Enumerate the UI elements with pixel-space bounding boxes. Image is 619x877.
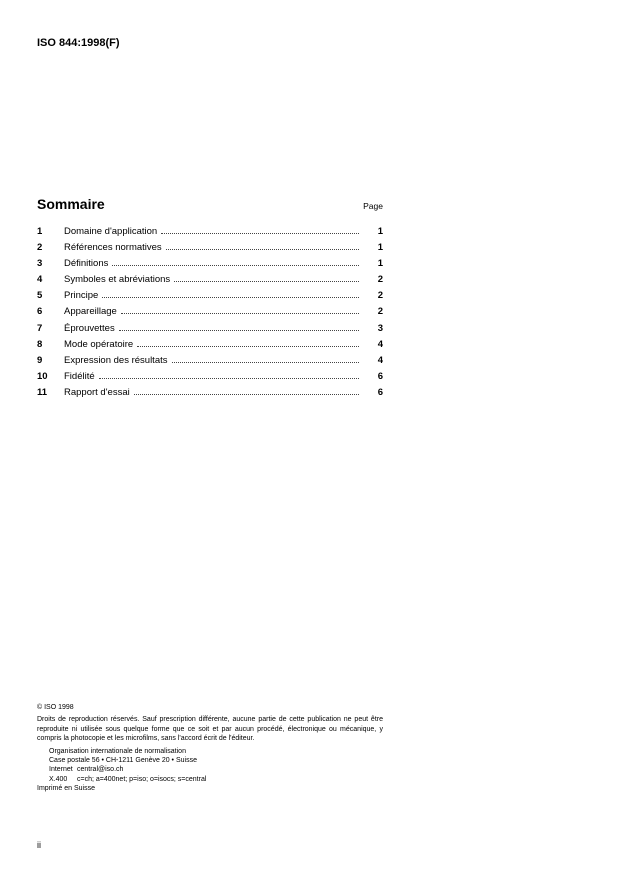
toc-leader-dots <box>134 393 359 395</box>
toc-entry[interactable] <box>37 306 383 322</box>
toc-entry[interactable] <box>37 290 383 306</box>
toc-leader-dots <box>174 280 359 282</box>
toc-entry-page: 2 <box>377 306 383 318</box>
toc-entry[interactable] <box>37 339 383 355</box>
toc-entry-number: 3 <box>37 258 43 270</box>
toc-entry-title: Symboles et abréviations <box>64 274 171 286</box>
toc-entry-number: 9 <box>37 354 43 366</box>
internet-label: Internet <box>49 766 73 774</box>
toc-entry-page: 1 <box>377 258 383 270</box>
toc-entry-number: 1 <box>37 226 43 237</box>
toc-entry-title: Éprouvettes <box>64 322 115 334</box>
toc-entry-number: 5 <box>37 290 43 302</box>
toc-entry-title: Rapport d'essai <box>64 386 130 398</box>
toc-leader-dots <box>137 345 359 347</box>
toc-entry[interactable] <box>37 387 383 403</box>
table-of-contents <box>37 226 383 403</box>
organisation-name: Organisation internationale de normalisation <box>49 747 186 755</box>
toc-entry-number: 2 <box>37 242 43 254</box>
toc-entry-number: 11 <box>37 386 48 398</box>
internet-address[interactable]: central@iso.ch <box>77 766 124 774</box>
toc-leader-dots <box>166 248 359 250</box>
toc-entry-number: 6 <box>37 306 43 318</box>
toc-entry-number: 4 <box>37 274 43 286</box>
toc-entry-number: 10 <box>37 370 48 382</box>
toc-entry-page: 6 <box>377 386 383 398</box>
toc-entry[interactable] <box>37 274 383 290</box>
internet-row <box>49 765 383 774</box>
toc-entry-title: Appareillage <box>64 306 117 318</box>
toc-entry[interactable] <box>37 258 383 274</box>
toc-entry[interactable] <box>37 242 383 258</box>
toc-leader-dots <box>112 264 359 266</box>
toc-entry-title: Principe <box>64 290 99 302</box>
toc-leader-dots <box>102 296 359 298</box>
copyright-block <box>37 703 383 794</box>
toc-leader-dots <box>172 361 360 363</box>
toc-entry-page: 2 <box>377 274 383 286</box>
toc-entry-title: Références normatives <box>64 242 162 254</box>
toc-entry[interactable] <box>37 226 383 242</box>
toc-leader-dots <box>121 312 359 314</box>
toc-entry-title: Mode opératoire <box>64 338 134 350</box>
toc-entry-page: 1 <box>377 242 383 254</box>
document-id: ISO 844:1998(F) <box>37 37 120 49</box>
x400-row <box>49 775 383 784</box>
toc-leader-dots <box>161 232 359 234</box>
toc-title: Sommaire <box>37 196 105 212</box>
toc-entry-page: 2 <box>377 290 383 302</box>
rights-notice: Droits de reproduction réservés. Sauf prescription différente, aucune partie de cette publication ne peut être reproduite ni utilisée sous quelque forme que ce soit et par aucun procédé, électronique ou mécanique, y compris la photocopie et les microfilms, sans l'accord écrit de l'éditeur. <box>37 716 383 743</box>
printed-in: Imprimé en Suisse <box>37 785 95 793</box>
toc-entry-page: 1 <box>377 226 383 237</box>
iso-address <box>49 747 383 785</box>
toc-entry[interactable] <box>37 323 383 339</box>
toc-entry[interactable] <box>37 355 383 371</box>
toc-leader-dots <box>119 329 359 331</box>
toc-entry[interactable] <box>37 371 383 387</box>
page-number: ii <box>37 840 41 850</box>
toc-entry-title: Domaine d'application <box>64 226 158 237</box>
toc-leader-dots <box>99 377 359 379</box>
copyright-line: © ISO 1998 <box>37 704 74 711</box>
toc-entry-page: 4 <box>377 338 383 350</box>
toc-entry-page: 3 <box>377 322 383 334</box>
toc-entry-title: Fidélité <box>64 370 95 382</box>
toc-entry-title: Définitions <box>64 258 109 270</box>
x400-label: X.400 <box>49 775 68 783</box>
toc-page-label: Page <box>363 201 383 211</box>
x400-address: c=ch; a=400net; p=iso; o=isocs; s=central <box>77 775 207 783</box>
toc-entry-page: 6 <box>377 370 383 382</box>
toc-entry-number: 7 <box>37 322 43 334</box>
toc-entry-number: 8 <box>37 338 43 350</box>
postal-address: Case postale 56 • CH-1211 Genève 20 • Suisse <box>49 757 197 765</box>
toc-entry-title: Expression des résultats <box>64 354 168 366</box>
toc-entry-page: 4 <box>377 354 383 366</box>
